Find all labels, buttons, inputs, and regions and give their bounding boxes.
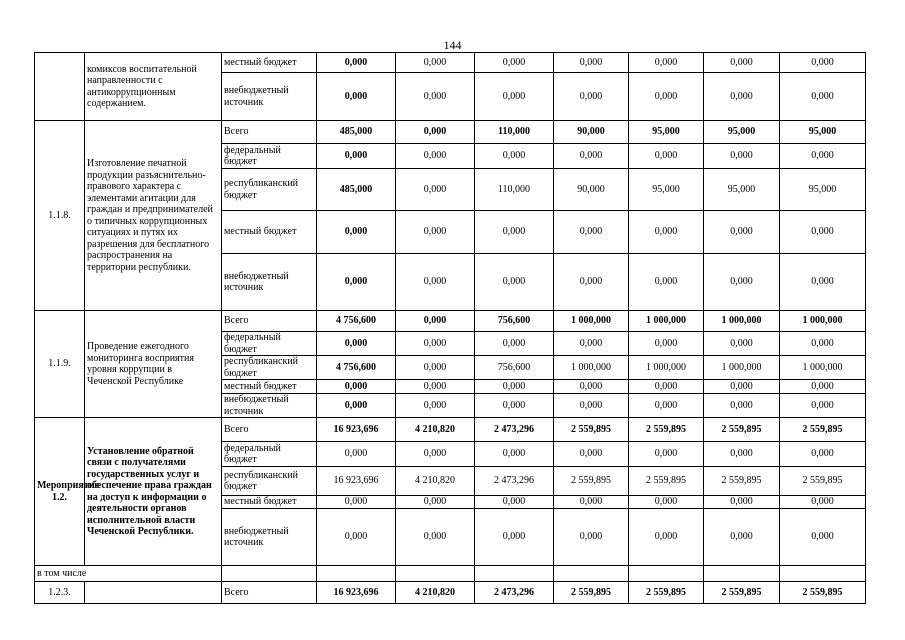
amount-cell: 0,000 xyxy=(704,394,780,418)
amount-cell: 756,600 xyxy=(475,356,554,380)
amount-cell: 0,000 xyxy=(704,73,780,121)
amount-cell: 0,000 xyxy=(780,332,866,356)
table-row xyxy=(35,311,866,332)
amount-cell: 0,000 xyxy=(629,394,704,418)
funding-source: республиканский бюджет xyxy=(222,356,317,380)
amount-cell: 0,000 xyxy=(554,144,629,169)
amount-cell: 0,000 xyxy=(629,254,704,311)
amount-cell: 90,000 xyxy=(554,169,629,211)
funding-source: Всего xyxy=(222,121,317,144)
amount-cell: 0,000 xyxy=(317,73,396,121)
amount-cell: 0,000 xyxy=(317,496,396,509)
amount-cell: 0,000 xyxy=(554,509,629,566)
amount-cell: 0,000 xyxy=(396,496,475,509)
amount-cell: 16 923,696 xyxy=(317,418,396,442)
amount-cell: 0,000 xyxy=(317,211,396,254)
in-total-row xyxy=(35,566,866,582)
empty-cell xyxy=(396,566,475,582)
amount-cell: 0,000 xyxy=(629,53,704,73)
funding-source: внебюджетный источник xyxy=(222,509,317,566)
amount-cell: 0,000 xyxy=(629,496,704,509)
empty-cell xyxy=(222,566,317,582)
amount-cell: 0,000 xyxy=(780,442,866,467)
amount-cell: 0,000 xyxy=(396,254,475,311)
amount-cell: 0,000 xyxy=(317,380,396,394)
funding-source: республиканский бюджет xyxy=(222,467,317,496)
amount-cell: 16 923,696 xyxy=(317,467,396,496)
amount-cell: 0,000 xyxy=(554,380,629,394)
amount-cell: 0,000 xyxy=(396,311,475,332)
amount-cell: 95,000 xyxy=(780,169,866,211)
amount-cell: 0,000 xyxy=(780,144,866,169)
amount-cell: 2 473,296 xyxy=(475,467,554,496)
amount-cell: 0,000 xyxy=(704,211,780,254)
amount-cell: 0,000 xyxy=(554,53,629,73)
amount-cell: 0,000 xyxy=(396,144,475,169)
amount-cell: 0,000 xyxy=(780,380,866,394)
amount-cell: 2 559,895 xyxy=(704,467,780,496)
amount-cell: 2 559,895 xyxy=(780,418,866,442)
funding-source: федеральный бюджет xyxy=(222,144,317,169)
amount-cell: 0,000 xyxy=(396,332,475,356)
amount-cell: 90,000 xyxy=(554,121,629,144)
amount-cell: 4 210,820 xyxy=(396,582,475,604)
amount-cell: 0,000 xyxy=(704,509,780,566)
amount-cell: 0,000 xyxy=(317,394,396,418)
activity-code: 1.1.8. xyxy=(35,121,85,311)
amount-cell: 0,000 xyxy=(475,73,554,121)
amount-cell: 0,000 xyxy=(704,254,780,311)
amount-cell: 0,000 xyxy=(704,442,780,467)
amount-cell: 0,000 xyxy=(704,496,780,509)
amount-cell: 0,000 xyxy=(780,394,866,418)
amount-cell: 0,000 xyxy=(554,332,629,356)
amount-cell: 110,000 xyxy=(475,121,554,144)
amount-cell: 1 000,000 xyxy=(629,356,704,380)
amount-cell: 0,000 xyxy=(780,509,866,566)
amount-cell: 2 559,895 xyxy=(554,418,629,442)
amount-cell: 0,000 xyxy=(396,211,475,254)
activity-code: 1.1.9. xyxy=(35,311,85,418)
amount-cell: 0,000 xyxy=(629,211,704,254)
empty-cell xyxy=(317,566,396,582)
activity-name: Проведение ежегодного мониторинга восприятия уровня коррупции в Чеченской Республике xyxy=(85,311,222,418)
empty-cell xyxy=(704,566,780,582)
amount-cell: 1 000,000 xyxy=(704,356,780,380)
table-row xyxy=(35,53,866,73)
amount-cell: 0,000 xyxy=(629,73,704,121)
amount-cell: 0,000 xyxy=(396,380,475,394)
amount-cell: 0,000 xyxy=(554,211,629,254)
amount-cell: 0,000 xyxy=(554,442,629,467)
amount-cell: 0,000 xyxy=(554,73,629,121)
amount-cell: 0,000 xyxy=(317,332,396,356)
amount-cell: 2 473,296 xyxy=(475,582,554,604)
table-row xyxy=(35,582,866,604)
amount-cell: 2 559,895 xyxy=(704,582,780,604)
amount-cell: 0,000 xyxy=(780,211,866,254)
amount-cell: 1 000,000 xyxy=(704,311,780,332)
amount-cell: 0,000 xyxy=(629,380,704,394)
empty-cell xyxy=(780,566,866,582)
empty-cell xyxy=(629,566,704,582)
funding-source: внебюджетный источник xyxy=(222,394,317,418)
activity-name xyxy=(85,582,222,604)
amount-cell: 1 000,000 xyxy=(629,311,704,332)
funding-source: Всего xyxy=(222,582,317,604)
amount-cell: 1 000,000 xyxy=(780,356,866,380)
amount-cell: 0,000 xyxy=(475,442,554,467)
activity-code: 1.2.3. xyxy=(35,582,85,604)
amount-cell: 485,000 xyxy=(317,121,396,144)
amount-cell: 0,000 xyxy=(780,73,866,121)
activity-code: Мероприятие 1.2. xyxy=(35,418,85,566)
amount-cell: 95,000 xyxy=(704,121,780,144)
amount-cell: 0,000 xyxy=(396,442,475,467)
amount-cell: 1 000,000 xyxy=(780,311,866,332)
amount-cell: 0,000 xyxy=(475,254,554,311)
page-number: 144 xyxy=(443,38,462,52)
amount-cell: 0,000 xyxy=(629,144,704,169)
funding-source: местный бюджет xyxy=(222,53,317,73)
amount-cell: 4 210,820 xyxy=(396,418,475,442)
amount-cell: 0,000 xyxy=(396,121,475,144)
amount-cell: 0,000 xyxy=(396,509,475,566)
amount-cell: 0,000 xyxy=(475,509,554,566)
amount-cell: 0,000 xyxy=(704,144,780,169)
amount-cell: 0,000 xyxy=(317,254,396,311)
amount-cell: 95,000 xyxy=(629,169,704,211)
amount-cell: 16 923,696 xyxy=(317,582,396,604)
funding-source: федеральный бюджет xyxy=(222,332,317,356)
amount-cell: 2 559,895 xyxy=(554,582,629,604)
amount-cell: 0,000 xyxy=(780,53,866,73)
amount-cell: 2 559,895 xyxy=(629,582,704,604)
amount-cell: 1 000,000 xyxy=(554,356,629,380)
empty-cell xyxy=(475,566,554,582)
amount-cell: 0,000 xyxy=(317,442,396,467)
amount-cell: 756,600 xyxy=(475,311,554,332)
amount-cell: 95,000 xyxy=(704,169,780,211)
amount-cell: 0,000 xyxy=(396,356,475,380)
amount-cell: 0,000 xyxy=(475,380,554,394)
amount-cell: 0,000 xyxy=(554,496,629,509)
funding-source: федеральный бюджет xyxy=(222,442,317,467)
amount-cell: 0,000 xyxy=(475,394,554,418)
amount-cell: 2 559,895 xyxy=(780,467,866,496)
amount-cell: 0,000 xyxy=(475,211,554,254)
amount-cell: 110,000 xyxy=(475,169,554,211)
budget-table xyxy=(34,52,866,604)
activity-code xyxy=(35,53,85,121)
amount-cell: 0,000 xyxy=(475,332,554,356)
amount-cell: 1 000,000 xyxy=(554,311,629,332)
amount-cell: 2 559,895 xyxy=(629,418,704,442)
amount-cell: 0,000 xyxy=(396,169,475,211)
amount-cell: 4 210,820 xyxy=(396,467,475,496)
amount-cell: 0,000 xyxy=(780,254,866,311)
amount-cell: 0,000 xyxy=(704,53,780,73)
table-row xyxy=(35,418,866,442)
amount-cell: 0,000 xyxy=(317,509,396,566)
funding-source: местный бюджет xyxy=(222,211,317,254)
amount-cell: 0,000 xyxy=(317,53,396,73)
amount-cell: 0,000 xyxy=(629,509,704,566)
amount-cell: 2 559,895 xyxy=(704,418,780,442)
amount-cell: 2 473,296 xyxy=(475,418,554,442)
funding-source: Всего xyxy=(222,418,317,442)
table-row xyxy=(35,121,866,144)
funding-source: местный бюджет xyxy=(222,380,317,394)
amount-cell: 2 559,895 xyxy=(629,467,704,496)
funding-source: внебюджетный источник xyxy=(222,254,317,311)
in-total-label: в том числе xyxy=(35,566,222,582)
amount-cell: 0,000 xyxy=(780,496,866,509)
amount-cell: 0,000 xyxy=(396,53,475,73)
funding-source: республиканский бюджет xyxy=(222,169,317,211)
amount-cell: 0,000 xyxy=(704,380,780,394)
funding-source: внебюджетный источник xyxy=(222,73,317,121)
amount-cell: 0,000 xyxy=(554,254,629,311)
amount-cell: 0,000 xyxy=(317,144,396,169)
amount-cell: 2 559,895 xyxy=(780,582,866,604)
amount-cell: 0,000 xyxy=(475,496,554,509)
amount-cell: 0,000 xyxy=(704,332,780,356)
activity-name: Установление обратной связи с получателями государственных услуг и обеспечение права граждан на доступ к информации о деятельности органов исполнительной власти Чеченской Республики. xyxy=(85,418,222,566)
funding-source: Всего xyxy=(222,311,317,332)
amount-cell: 0,000 xyxy=(396,73,475,121)
amount-cell: 95,000 xyxy=(629,121,704,144)
amount-cell: 0,000 xyxy=(475,144,554,169)
activity-name: Изготовление печатной продукции разъяснительно-правового характера с элементами агитации для граждан и предпринимателей о типичных коррупционных ситуациях и путях их разрешения для бесплатного распространения на территории республики. xyxy=(85,121,222,311)
amount-cell: 0,000 xyxy=(629,332,704,356)
activity-name: комиксов воспитательной направленности с антикоррупционным содержанием. xyxy=(85,53,222,121)
funding-source: местный бюджет xyxy=(222,496,317,509)
amount-cell: 4 756,600 xyxy=(317,311,396,332)
amount-cell: 485,000 xyxy=(317,169,396,211)
amount-cell: 0,000 xyxy=(475,53,554,73)
empty-cell xyxy=(554,566,629,582)
amount-cell: 0,000 xyxy=(396,394,475,418)
amount-cell: 2 559,895 xyxy=(554,467,629,496)
amount-cell: 0,000 xyxy=(554,394,629,418)
amount-cell: 95,000 xyxy=(780,121,866,144)
amount-cell: 4 756,600 xyxy=(317,356,396,380)
amount-cell: 0,000 xyxy=(629,442,704,467)
